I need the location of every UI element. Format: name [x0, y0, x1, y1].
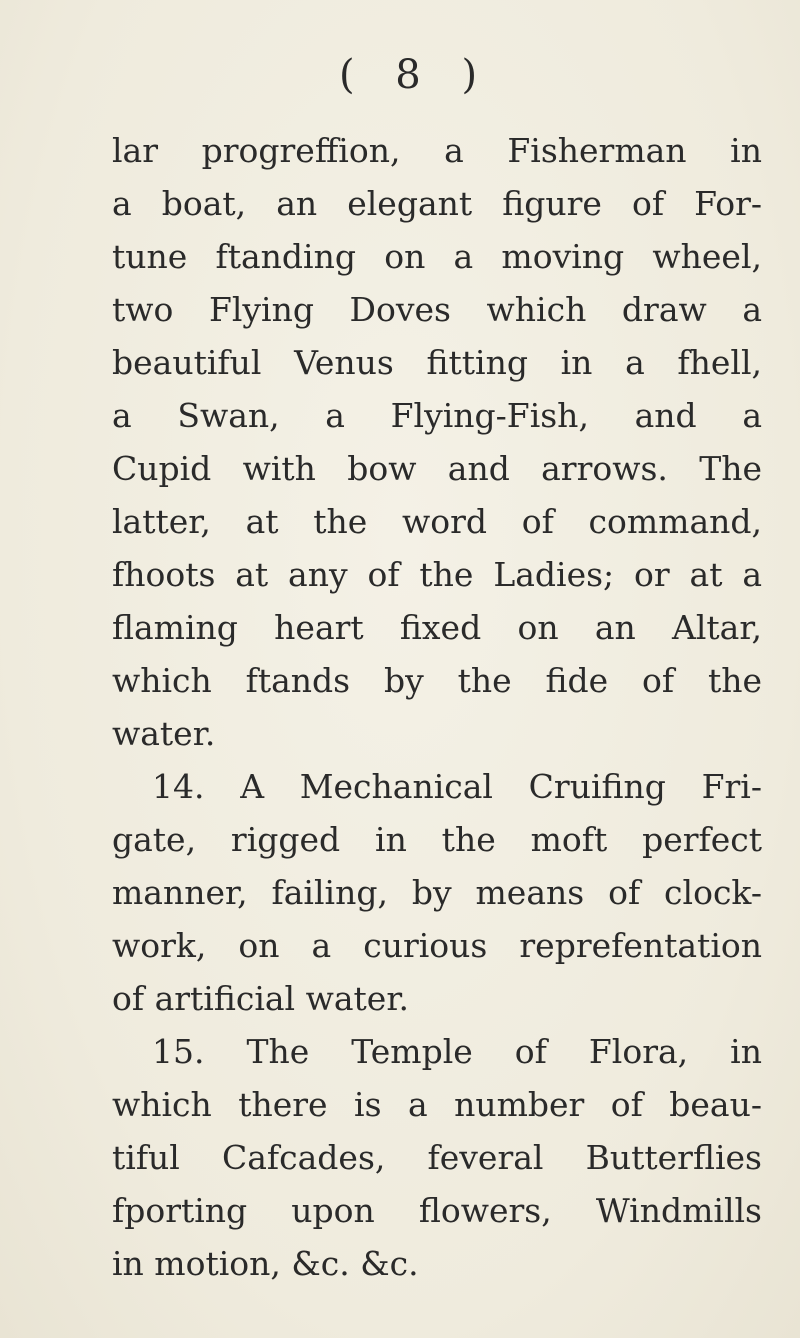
text-line: lar progreffion, a Fisherman in — [112, 131, 762, 170]
text-line: a boat, an elegant figure of For- — [112, 184, 762, 223]
text-line: two Flying Doves which draw a — [112, 290, 762, 329]
body-text — [112, 124, 762, 1290]
item-14-line: 14. A Mechanical Cruifing Fri- — [152, 767, 762, 806]
text-line: flaming heart fixed on an Altar, — [112, 608, 762, 647]
text-line: which ftands by the fide of the — [112, 661, 762, 700]
text-line: fhoots at any of the Ladies; or at a — [112, 555, 762, 594]
text-line: beautiful Venus fitting in a fhell, — [112, 343, 762, 382]
page-number: ( 8 ) — [338, 52, 492, 98]
text-line: gate, rigged in the moft perfect — [112, 820, 762, 859]
text-line: a Swan, a Flying-Fish, and a — [112, 396, 762, 435]
text-line: latter, at the word of command, — [112, 502, 762, 541]
text-line: tiful Cafcades, feveral Butterflies — [112, 1138, 762, 1177]
text-line: Cupid with bow and arrows. The — [112, 449, 762, 488]
text-line: in motion, &c. &c. — [112, 1244, 419, 1283]
text-line: fporting upon flowers, Windmills — [112, 1191, 762, 1230]
text-line: manner, failing, by means of clock- — [112, 873, 762, 912]
text-line: work, on a curious reprefentation — [112, 926, 762, 965]
item-15-line: 15. The Temple of Flora, in — [152, 1032, 762, 1071]
text-line: water. — [112, 714, 216, 753]
text-line: which there is a number of beau- — [112, 1085, 762, 1124]
text-line: tune ftanding on a moving wheel, — [112, 237, 762, 276]
text-line: of artificial water. — [112, 979, 409, 1018]
